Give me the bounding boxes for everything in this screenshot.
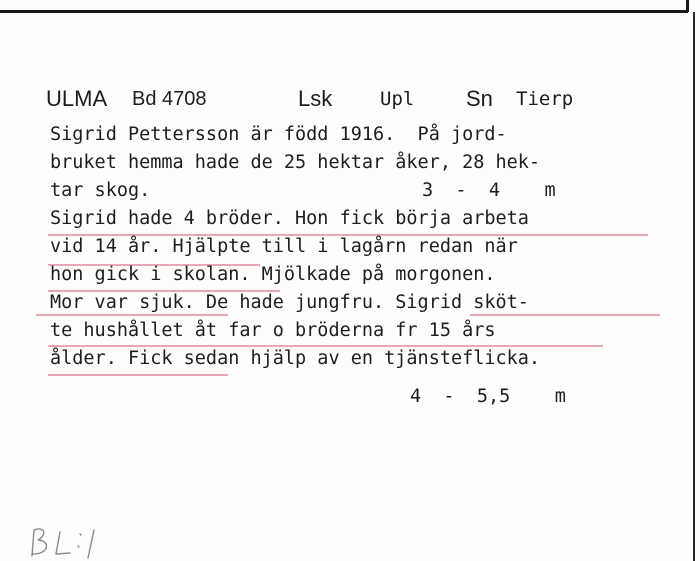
text-line: tar skog. bbox=[50, 180, 151, 201]
measurement-range: 3 - 4 m bbox=[422, 180, 556, 201]
highlight-line bbox=[48, 374, 228, 376]
card-header bbox=[46, 86, 666, 116]
card-corner-edge bbox=[686, 0, 689, 12]
parish-label: Sn bbox=[466, 86, 493, 111]
highlight-line bbox=[36, 314, 228, 316]
text-line: Sigrid hade 4 bröder. Hon fick börja arbeta bbox=[50, 208, 529, 229]
text-line: vid 14 år. Hjälpte till i lagårn redan när bbox=[50, 236, 518, 257]
text-line: Mor var sjuk. De hade jungfru. Sigrid sköt- bbox=[50, 292, 529, 313]
text-line: ålder. Fick sedan hjälp av en tjänsteflicka. bbox=[50, 348, 541, 369]
highlight-line bbox=[48, 345, 603, 347]
category-code: Lsk bbox=[298, 86, 333, 111]
volume-number: Bd 4708 bbox=[132, 88, 207, 110]
card-right-edge bbox=[693, 12, 695, 561]
archive-name: ULMA bbox=[46, 86, 108, 111]
measurement-range: 4 - 5,5 m bbox=[410, 386, 566, 407]
text-line: hon gick i skolan. Mjölkade på morgonen. bbox=[50, 264, 496, 285]
text-line: bruket hemma hade de 25 hektar åker, 28 hek- bbox=[50, 152, 541, 173]
handwritten-note bbox=[30, 520, 120, 560]
parish-name: Tierp bbox=[516, 88, 574, 110]
province-code: Upl bbox=[380, 88, 415, 110]
text-line: Sigrid Pettersson är född 1916. På jord- bbox=[50, 124, 507, 145]
card-top-edge bbox=[0, 10, 688, 13]
text-line: te hushållet åt far o bröderna fr 15 års bbox=[50, 320, 496, 341]
highlight-line bbox=[470, 314, 660, 316]
